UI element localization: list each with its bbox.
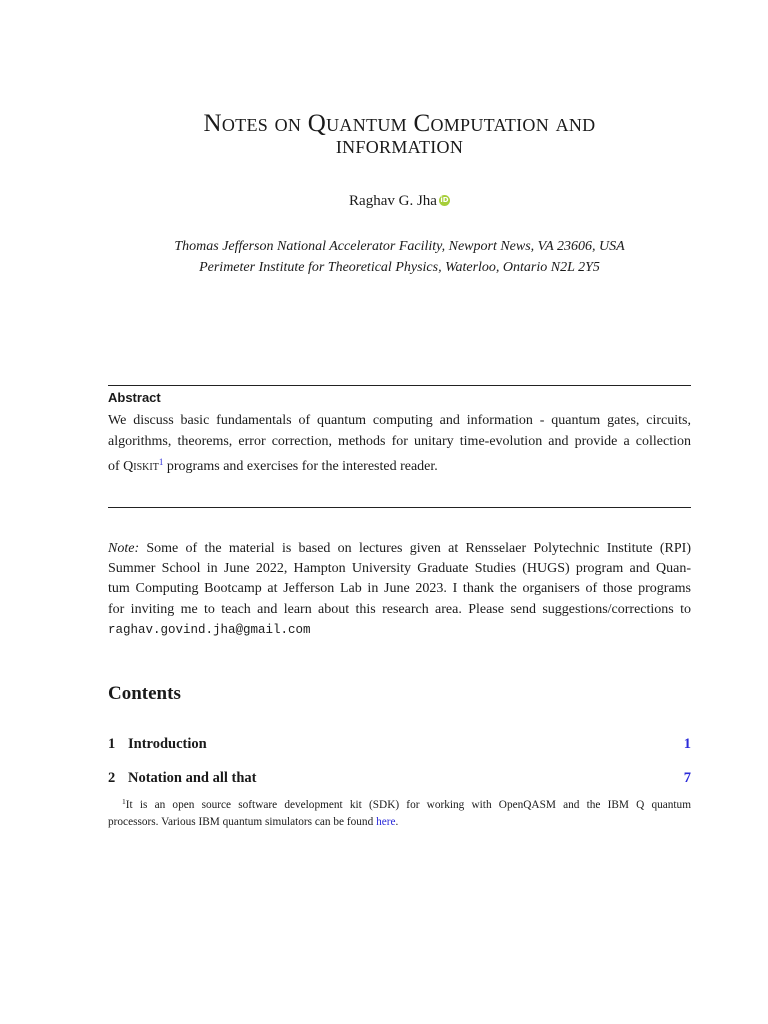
orcid-icon[interactable]: iD (440, 196, 449, 204)
note-line-1-text: Some of the material is based on lectures given at Rensselaer Polytechnic Institute (RPI) (139, 541, 691, 556)
toc-entry-page-link[interactable]: 7 (683, 770, 691, 786)
abstract-line-2: algorithms, theorems, error correction, methods for unitary time-evolution and provide a collection (108, 433, 691, 449)
author-name: Raghav G. Jha (349, 193, 437, 209)
note-line-3: tum Computing Bootcamp at Jefferson Lab in June 2023. I thank the organisers of those programs (108, 581, 691, 597)
toc-entry-page-link[interactable]: 1 (683, 736, 691, 752)
abstract-line-3-pre: of (108, 459, 124, 474)
affiliation-2: Perimeter Institute for Theoretical Physics, Waterloo, Ontario N2L 2Y5 (199, 260, 600, 275)
footnote-line-2 (108, 814, 691, 831)
contents-heading: Contents (108, 683, 181, 704)
abstract-top-rule (108, 385, 691, 386)
toc-entry-title: Introduction (128, 736, 207, 752)
title-line-1: Notes on Quantum Computation and (203, 110, 596, 137)
qiskit-name: Qiskit (123, 459, 159, 474)
footnote-line-2-pre: processors. Various IBM quantum simulators can be found (108, 816, 377, 828)
toc-entry-introduction[interactable] (108, 735, 691, 753)
contact-email: raghav.govind.jha@gmail.com (108, 622, 311, 637)
affiliation-1: Thomas Jefferson National Accelerator Facility, Newport News, VA 23606, USA (174, 239, 625, 254)
toc-entry-title: Notation and all that (128, 770, 257, 786)
paper-title (78, 110, 721, 159)
toc-entry-notation[interactable] (108, 769, 691, 787)
abstract-heading: Abstract (108, 390, 161, 405)
note-paragraph (108, 539, 691, 640)
author-line (108, 192, 691, 210)
note-label: Note: (108, 541, 140, 556)
note-line-1 (108, 539, 691, 559)
abstract-line-1: We discuss basic fundamentals of quantum computing and information - quantum gates, circuits, (108, 413, 691, 428)
abstract-line-3 (108, 452, 691, 478)
footnote-line-1 (108, 793, 691, 814)
abstract-text (108, 411, 691, 478)
title-line-2: information (335, 132, 464, 159)
footnote-line-1-text: It is an open source software development kit (SDK) for working with OpenQASM and the IBM Q quantum (125, 799, 691, 811)
footnote-1 (108, 793, 691, 831)
note-line-2: Summer School in June 2022, Hampton University Graduate Studies (HUGS) program and Quan- (108, 561, 691, 577)
footnote-line-2-post: . (395, 816, 399, 828)
simulators-link[interactable]: here (376, 816, 396, 828)
paper-page (108, 0, 691, 1024)
toc-entry-number: 1 (108, 736, 116, 752)
note-line-4: for inviting me to teach and learn about this research area. Please send suggestions/corrections to (108, 601, 691, 617)
footnote-marker-link[interactable]: 1 (158, 457, 164, 467)
footnote-mark: 1 (122, 797, 126, 806)
abstract-line-3-post: programs and exercises for the interested reader. (163, 459, 438, 474)
toc-entry-number: 2 (108, 770, 116, 786)
abstract-bottom-rule (108, 507, 691, 508)
